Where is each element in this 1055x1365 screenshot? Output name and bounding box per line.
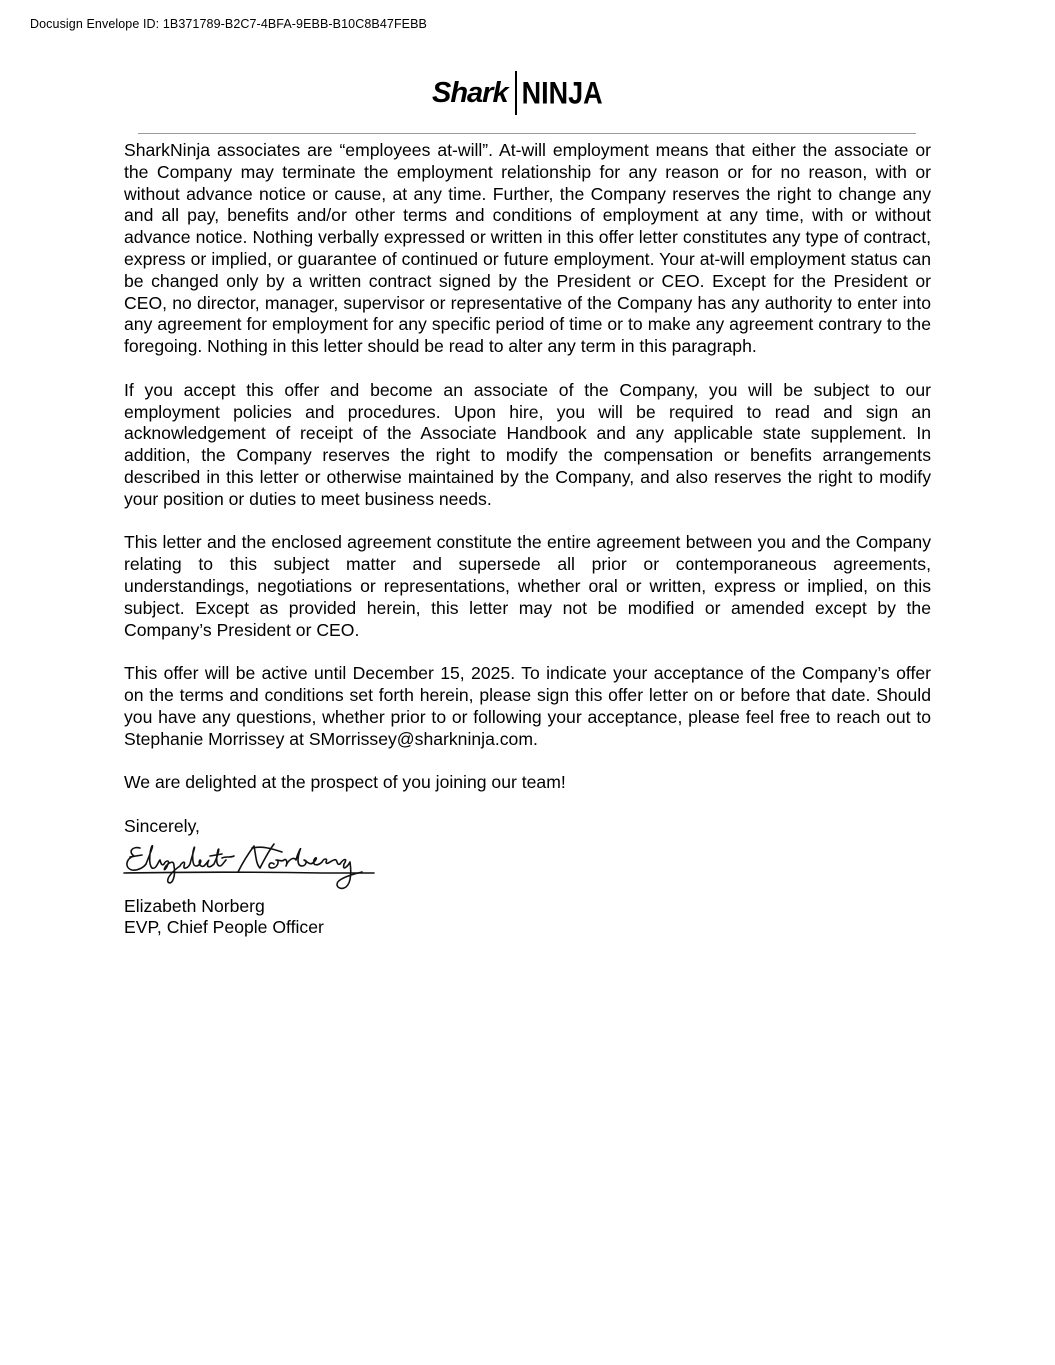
- paragraph-entire-agreement: This letter and the enclosed agreement constitute the entire agreement between you and the Company relating to this subject matter and supersede all prior or contemporaneous agreements, understandings, negotiations or representations, whether oral or written, express or implied, on this subject. Except as provided herein, this letter may not be modified or amended except by the Company’s President or CEO.: [124, 532, 931, 640]
- salutation: Sincerely,: [124, 815, 200, 836]
- logo-divider: [515, 71, 517, 115]
- signer-title: EVP, Chief People Officer: [124, 917, 324, 938]
- logo-shark-text: Shark: [432, 76, 508, 109]
- letter-body: [124, 140, 931, 939]
- header-divider: [138, 133, 916, 134]
- company-logo: [432, 70, 603, 116]
- envelope-id: Docusign Envelope ID: 1B371789-B2C7-4BFA-9EBB-B10C8B47FEBB: [30, 17, 427, 31]
- paragraph-policies: If you accept this offer and become an associate of the Company, you will be subject to our employment policies and procedures. Upon hire, you will be required to read and sign an acknowledgement of receipt of the Associate Handbook and any applicable state supplement. In addition, the Company reserves the right to modify the compensation or benefits arrangements described in this letter or otherwise maintained by the Company, and also reserves the right to modify your position or duties to meet business needs.: [124, 379, 931, 509]
- signature: [124, 838, 931, 896]
- paragraph-welcome: We are delighted at the prospect of you joining our team!: [124, 772, 566, 793]
- paragraph-offer-deadline: This offer will be active until December 15, 2025. To indicate your acceptance of the Company’s offer on the terms and conditions set forth herein, please sign this offer letter on or before that date. Should you have any questions, whether prior to or following your acceptance, please feel free to reach out to Stephanie Morrissey at SMorrissey@sharkninja.com.: [124, 663, 931, 749]
- paragraph-at-will: SharkNinja associates are “employees at-will”. At-will employment means that either the associate or the Company may terminate the employment relationship for any reason or for no reason, with or without advance notice or cause, at any time. Further, the Company reserves the right to change any and all pay, benefits and/or other terms and conditions of employment at any time, with or without advance notice. Nothing verbally expressed or written in this offer letter constitutes any type of contract, express or implied, or guarantee of continued or future employment. Your at-will employment status can be changed only by a written contract signed by the President or CEO. Except for the President or CEO, no director, manager, supervisor or representative of the Company has any authority to enter into any agreement for employment for any specific period of time or to make any agreement contrary to the foregoing. Nothing in this letter should be read to alter any term in this paragraph.: [124, 140, 931, 357]
- signer-name: Elizabeth Norberg: [124, 895, 265, 916]
- logo-ninja-text: NINJA: [521, 75, 603, 110]
- signature-graphic: [122, 836, 378, 896]
- closing-block: [124, 816, 931, 939]
